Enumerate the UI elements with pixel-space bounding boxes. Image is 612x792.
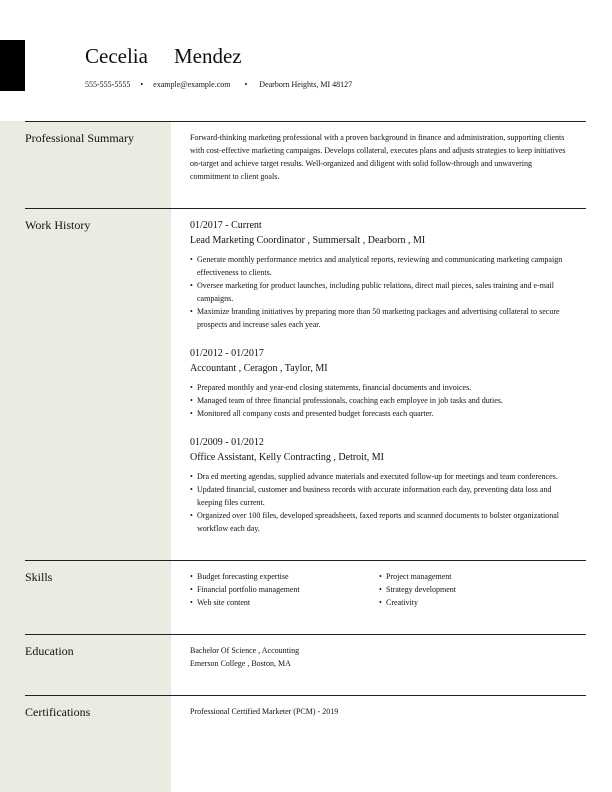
job-duty: • Maximize branding initiatives by preparing more than 50 marketing packages and advertising collateral to secure prospects and increase sales each year.: [190, 305, 568, 331]
skill-item: • Project management: [379, 570, 568, 583]
section-title-education: Education: [25, 644, 74, 658]
education-section: [190, 644, 568, 670]
job-dates: 01/2012 - 01/2017: [190, 348, 264, 359]
job-entry: [190, 219, 568, 331]
skill-item: • Web site content: [190, 596, 379, 609]
degree: Bachelor Of Science , Accounting: [190, 646, 300, 655]
job-title: Lead Marketing Coordinator , Summersalt , Dearborn , MI: [190, 235, 426, 246]
job-duty: • Oversee marketing for product launches, including public relations, direct mail pieces, sales training and e-mail campaigns.: [190, 279, 568, 305]
section-title-work-history: Work History: [25, 218, 91, 232]
contact-separator: •: [140, 80, 144, 89]
skills-column-right: [379, 570, 568, 609]
job-duty: • Managed team of three financial professionals, coaching each employee in job tasks and duties.: [190, 394, 568, 407]
skills-section: [190, 570, 568, 609]
section-divider: [25, 634, 586, 635]
job-duties: [190, 470, 568, 535]
skill-item: • Strategy development: [379, 583, 568, 596]
skills-grid: [190, 570, 568, 609]
skill-item: • Budget forecasting expertise: [190, 570, 379, 583]
job-duty: • Organized over 100 files, developed spreadsheets, faxed reports and scanned documents to bolster organizational workflow each day.: [190, 509, 568, 535]
summary-section: [190, 131, 568, 183]
contact-separator: •: [244, 80, 248, 89]
section-divider: [25, 208, 586, 209]
phone: 555-555-5555: [85, 80, 131, 89]
job-duties: [190, 381, 568, 420]
job-title: Accountant , Ceragon , Taylor, MI: [190, 363, 328, 374]
last-name: Mendez: [173, 44, 242, 68]
section-divider: [25, 695, 586, 696]
job-dates: 01/2009 - 01/2012: [190, 437, 264, 448]
job-duty: • Dra ed meeting agendas, supplied advance materials and executed follow-up for meetings and team conferences.: [190, 470, 568, 483]
email: example@example.com: [153, 80, 231, 89]
job-title: Office Assistant, Kelly Contracting , Detroit, MI: [190, 452, 384, 463]
job-duty: • Generate monthly performance metrics and analytical reports, reviewing and communicating marketing campaign effectiveness to clients.: [190, 253, 568, 279]
job-duty: • Updated financial, customer and business records with accurate information each day, preventing data loss and keeping files current.: [190, 483, 568, 509]
skill-item: • Financial portfolio management: [190, 583, 379, 596]
decorative-block: [0, 40, 25, 91]
section-divider: [25, 121, 586, 122]
skills-column-left: [190, 570, 379, 609]
job-entry: [190, 436, 568, 535]
contact-info: [85, 80, 352, 89]
certifications-section: [190, 705, 568, 718]
work-history-section: [190, 219, 568, 535]
section-title-skills: Skills: [25, 570, 53, 584]
skill-item: • Creativity: [379, 596, 568, 609]
job-entry: [190, 347, 568, 420]
school: Emerson College , Boston, MA: [190, 659, 291, 668]
section-title-certifications: Certifications: [25, 705, 91, 719]
job-duty: • Monitored all company costs and presented budget forecasts each quarter.: [190, 407, 568, 420]
job-duty: • Prepared monthly and year-end closing statements, financial documents and invoices.: [190, 381, 568, 394]
job-dates: 01/2017 - Current: [190, 220, 262, 231]
summary-text: Forward-thinking marketing professional with a proven background in finance and administration, supporting clients with cost-effective marketing campaigns. Develops collateral, executes plans and adjusts strategies to keep initiatives on-target and achieve target results. Well-organized and diligent with solid follow-through and unwavering commitment to client goals.: [190, 133, 566, 181]
location: Dearborn Heights, MI 48127: [259, 80, 353, 89]
candidate-name: [85, 44, 242, 69]
first-name: Cecelia: [85, 44, 148, 68]
section-divider: [25, 560, 586, 561]
certification-item: Professional Certified Marketer (PCM) - 2019: [190, 707, 339, 716]
job-duties: [190, 253, 568, 331]
section-title-summary: Professional Summary: [25, 131, 134, 145]
